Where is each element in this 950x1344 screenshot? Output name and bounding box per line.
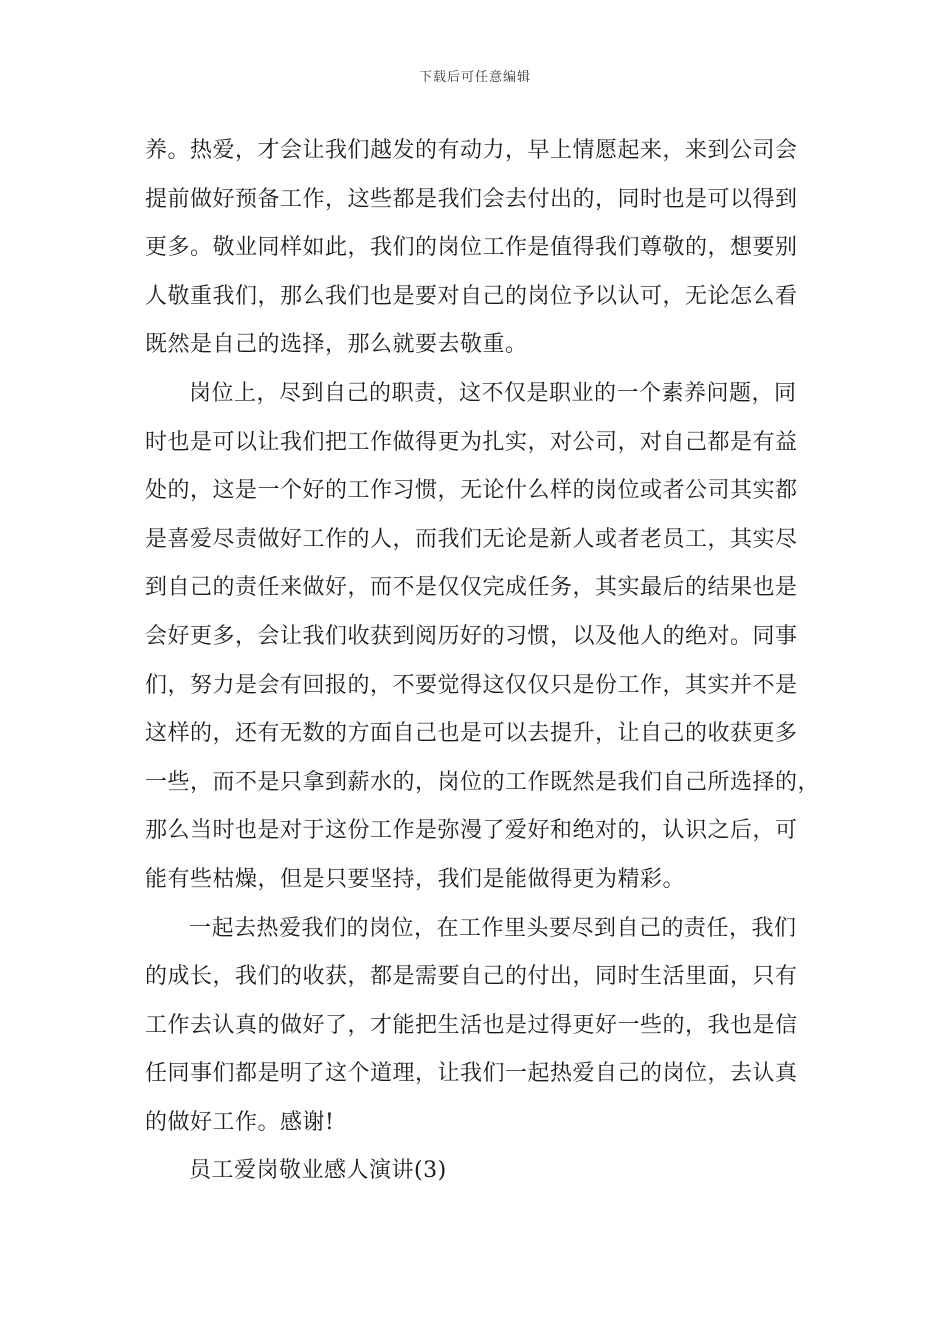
paragraph bbox=[145, 127, 810, 370]
text-line: 能有些枯燥，但是只要坚持，我们是能做得更为精彩。 bbox=[145, 866, 686, 892]
document-body bbox=[145, 127, 821, 1196]
text-line: 既然是自己的选择，那么就要去敬重。 bbox=[145, 332, 528, 358]
section-heading: 员工爱岗敬业感人演讲(3) bbox=[189, 1158, 447, 1184]
text-line: 更多。敬业同样如此，我们的岗位工作是值得我们尊敬的，想要别 bbox=[145, 235, 798, 261]
text-line: 是喜爱尽责做好工作的人，而我们无论是新人或者老员工，其实尽 bbox=[145, 526, 798, 552]
text-line: 人敬重我们，那么我们也是要对自己的岗位予以认可，无论怎么看 bbox=[145, 283, 798, 309]
text-line: 的做好工作。感谢! bbox=[145, 1109, 335, 1135]
text-line: 处的，这是一个好的工作习惯，无论什么样的岗位或者公司其实都 bbox=[145, 478, 798, 504]
text-line: 到自己的责任来做好，而不是仅仅完成任务，其实最后的结果也是 bbox=[145, 575, 798, 601]
text-line: 提前做好预备工作，这些都是我们会去付出的，同时也是可以得到 bbox=[145, 186, 798, 212]
page-header-note: 下载后可任意编辑 bbox=[418, 70, 531, 85]
text-line: 一起去热爱我们的岗位，在工作里头要尽到自己的责任，我们 bbox=[189, 915, 797, 941]
text-line: 会好更多，会让我们收获到阅历好的习惯，以及他人的绝对。同事 bbox=[145, 623, 798, 649]
text-line: 时也是可以让我们把工作做得更为扎实，对公司，对自己都是有益 bbox=[145, 429, 798, 455]
text-line: 任同事们都是明了这个道理，让我们一起热爱自己的岗位，去认真 bbox=[145, 1061, 798, 1087]
text-line: 岗位上，尽到自己的职责，这不仅是职业的一个素养问题，同 bbox=[189, 380, 797, 406]
paragraph bbox=[145, 905, 810, 1148]
text-line: 那么当时也是对于这份工作是弥漫了爱好和绝对的，认识之后，可 bbox=[145, 818, 798, 844]
text-line: 一些，而不是只拿到薪水的，岗位的工作既然是我们自己所选择的， bbox=[145, 769, 821, 795]
text-line: 工作去认真的做好了，才能把生活也是过得更好一些的，我也是信 bbox=[145, 1012, 798, 1038]
text-line: 养。热爱，才会让我们越发的有动力，早上情愿起来，来到公司会 bbox=[145, 138, 798, 163]
text-line: 的成长，我们的收获，都是需要自己的付出，同时生活里面，只有 bbox=[145, 964, 798, 990]
paragraph bbox=[145, 370, 821, 905]
text-line: 这样的，还有无数的方面自己也是可以去提升，让自己的收获更多 bbox=[145, 721, 798, 747]
text-line: 们，努力是会有回报的，不要觉得这仅仅只是份工作，其实并不是 bbox=[145, 672, 798, 698]
